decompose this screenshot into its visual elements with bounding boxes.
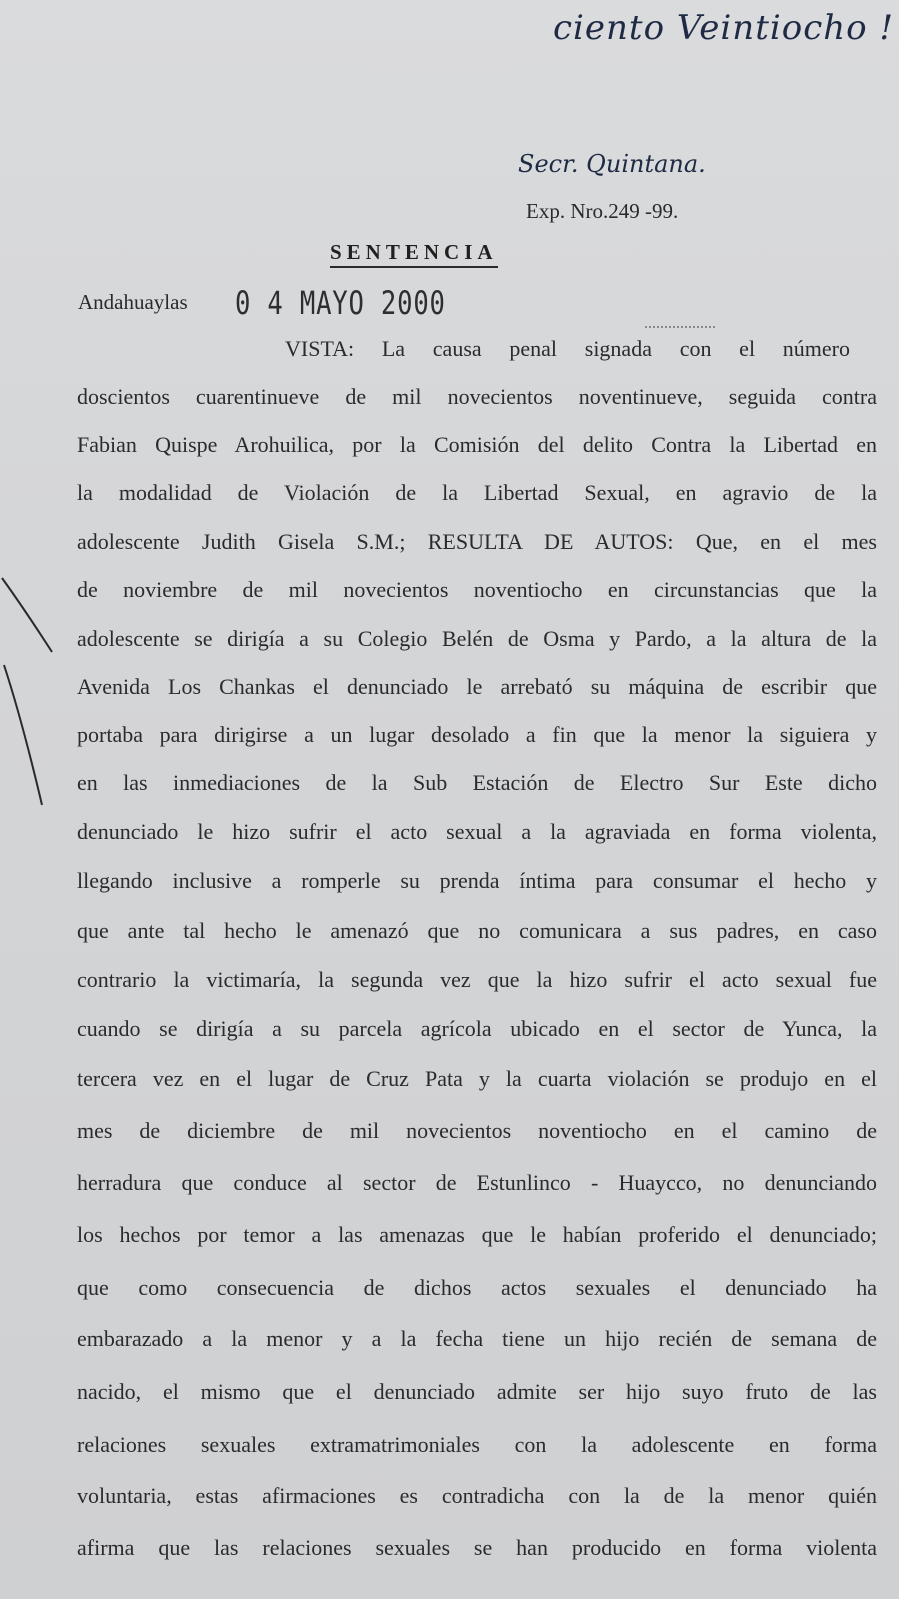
body-line: que como consecuencia de dichos actos sexuales el denunciado ha <box>77 1275 877 1300</box>
body-line: de noviembre de mil novecientos noventiocho en circunstancias que la <box>77 577 877 602</box>
body-line: denunciado le hizo sufrir el acto sexual a la agraviada en forma violenta, <box>77 819 877 844</box>
body-line: afirma que las relaciones sexuales se han producido en forma violenta <box>77 1535 877 1560</box>
body-line: embarazado a la menor y a la fecha tiene un hijo recién de semana de <box>77 1326 877 1351</box>
body-line: voluntaria, estas afirmaciones es contradicha con la de la menor quién <box>77 1483 877 1508</box>
body-line: los hechos por temor a las amenazas que le habían proferido el denunciado; <box>77 1222 877 1247</box>
handwritten-page-number: ciento Veintiocho ! <box>553 8 895 48</box>
body-line: portaba para dirigirse a un lugar desolado a fin que la menor la siguiera y <box>77 722 877 747</box>
body-line: la modalidad de Violación de la Libertad Sexual, en agravio de la <box>77 480 877 505</box>
body-line: herradura que conduce al sector de Estunlinco - Huaycco, no denunciando <box>77 1170 877 1195</box>
document-title: SENTENCIA <box>330 240 498 268</box>
body-line: llegando inclusive a romperle su prenda íntima para consumar el hecho y <box>77 868 877 893</box>
place-name: Andahuaylas <box>78 290 188 314</box>
body-line: que ante tal hecho le amenazó que no comunicara a sus padres, en caso <box>77 918 877 943</box>
body-line: adolescente se dirigía a su Colegio Belén de Osma y Pardo, a la altura de la <box>77 626 877 651</box>
body-line: doscientos cuarentinueve de mil novecientos noventinueve, seguida contra <box>77 384 877 409</box>
date-stamp: 0 4 MAYO 2000 <box>235 284 446 322</box>
body-line: mes de diciembre de mil novecientos noventiocho en el camino de <box>77 1118 877 1143</box>
expediente-number: Exp. Nro.249 -99. <box>526 199 679 223</box>
body-line: adolescente Judith Gisela S.M.; RESULTA DE AUTOS: Que, en el mes <box>77 529 877 554</box>
margin-bracket-mark <box>0 570 60 830</box>
body-line: Avenida Los Chankas el denunciado le arrebató su máquina de escribir que <box>77 674 877 699</box>
body-line: nacido, el mismo que el denunciado admite ser hijo suyo fruto de las <box>77 1379 877 1404</box>
body-line: en las inmediaciones de la Sub Estación de Electro Sur Este dicho <box>77 770 877 795</box>
body-line: relaciones sexuales extramatrimoniales con la adolescente en forma <box>77 1432 877 1457</box>
body-line: cuando se dirigía a su parcela agrícola ubicado en el sector de Yunca, la <box>77 1016 877 1041</box>
body-line: contrario la victimaría, la segunda vez que la hizo sufrir el acto sexual fue <box>77 967 877 992</box>
body-line: VISTA: La causa penal signada con el número <box>285 336 850 361</box>
body-line: tercera vez en el lugar de Cruz Pata y la cuarta violación se produjo en el <box>77 1066 877 1091</box>
body-line: Fabian Quispe Arohuilica, por la Comisión del delito Contra la Libertad en <box>77 432 877 457</box>
handwritten-signature: Secr. Quintana. <box>518 150 706 178</box>
